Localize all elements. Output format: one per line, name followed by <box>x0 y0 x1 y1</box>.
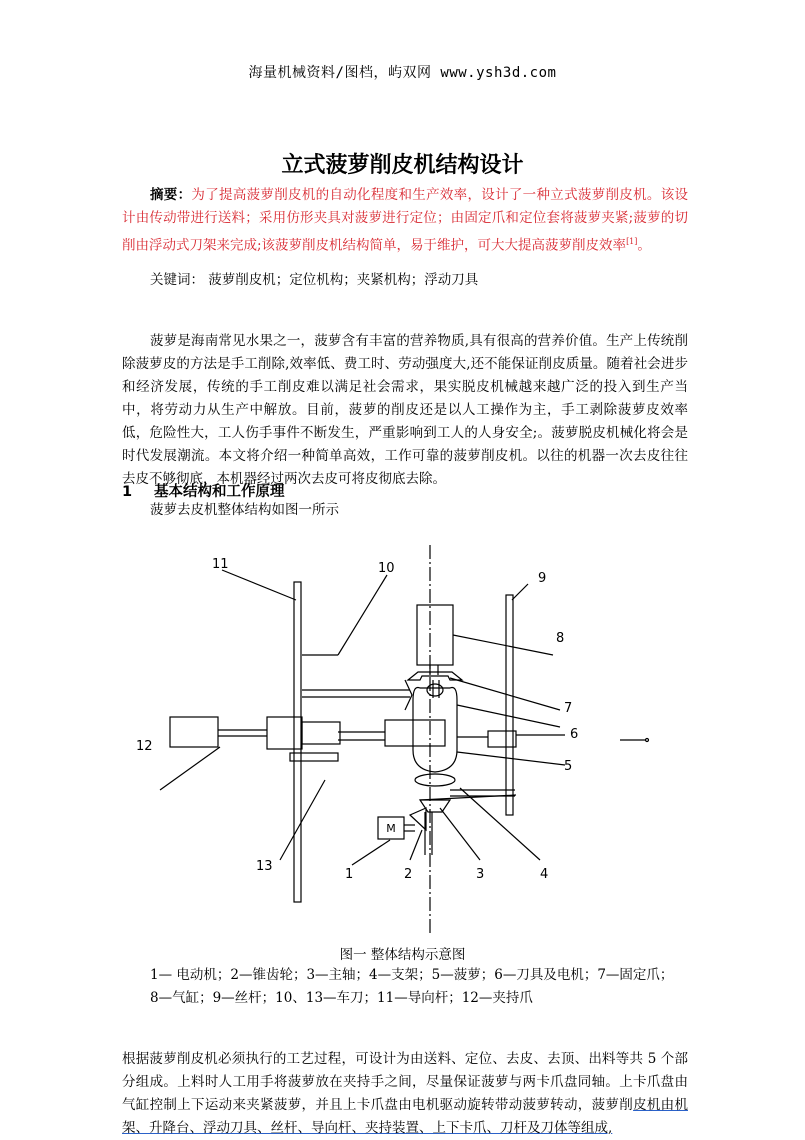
bottom-text-underlined: 皮机由机架、升降台、浮动刀具、丝杆、导向杆、夹持装置、上下卡爪、刀杆及刀体等组成, <box>122 1097 688 1136</box>
part-label-3: 3 <box>476 867 485 882</box>
guide-rod <box>294 582 301 902</box>
part-label-9: 9 <box>538 571 547 586</box>
keywords: 关键词： 菠萝削皮机；定位机构；夹紧机构；浮动刀具 <box>150 272 479 288</box>
abstract-label: 摘要： <box>150 187 192 203</box>
section-heading <box>122 480 285 501</box>
part-label-13: 13 <box>256 859 273 874</box>
clamp-head <box>385 720 445 746</box>
clamp-carriage <box>267 717 302 749</box>
pineapple <box>413 688 457 773</box>
abstract-text: 为了提高菠萝削皮机的自动化程度和生产效率，设计了一种立式菠萝削皮机。该设计由传动带进行送料；采用仿形夹具对菠萝进行定位；由固定爪和定位套将菠萝夹紧;菠萝的切削由浮动式刀架来完成;该菠萝削皮机结构简单，易于维护，可大大提高菠萝削皮效率 <box>122 187 689 254</box>
legend-line-2: 8—气缸；9—丝杆；10、13—车刀；11—导向杆；12—夹持爪 <box>150 990 533 1006</box>
paper-title: 立式菠萝削皮机结构设计 <box>281 153 524 178</box>
part-label-12: 12 <box>136 739 153 754</box>
abstract-end: 。 <box>637 237 651 254</box>
part-label-4: 4 <box>540 867 549 882</box>
structure-diagram <box>120 540 680 940</box>
clamp-jaw <box>170 717 218 747</box>
part-label-10: 10 <box>378 561 395 576</box>
part-label-8: 8 <box>556 631 565 646</box>
intro-paragraph: 菠萝是海南常见水果之一，菠萝含有丰富的营养物质,具有很高的营养价值。生产上传统削除菠萝皮的方法是手工削除,效率低、费工时、劳动强度大,还不能保证削皮质量。随着社会进步和经济发展，传统的手工削皮难以满足社会需求，果实脱皮机械越来越广泛的投入到生产当中，将劳动力从生产中解放。目前，菠萝的削皮还是以人工操作为主，手工剥除菠萝皮效率低，危险性大，工人伤手事件不断发生，严重影响到工人的人身安全;。菠萝脱皮机械化将会是时代发展潮流。本文将介绍一种简单高效，工作可靠的菠萝削皮机。以往的机器一次去皮往往去皮不够彻底，本机器经过两次去皮可将皮彻底去除。 <box>122 333 688 487</box>
legend-line-1: 1— 电动机；2—锥齿轮；3—主轴；4—支架；5—菠萝；6—刀具及电机；7—固定爪； <box>150 967 674 983</box>
abstract-ref: [1] <box>626 237 638 246</box>
motor-label: M <box>386 822 396 835</box>
page-header: 海量机械资料/图档，屿双网 www.ysh3d.com <box>248 65 557 81</box>
bevel-gear <box>420 800 450 812</box>
figure-legend <box>150 964 695 1010</box>
part-label-6: 6 <box>570 727 579 742</box>
figure-intro: 菠萝去皮机整体结构如图一所示 <box>150 502 339 518</box>
lead-screw <box>506 595 513 815</box>
section-number: 1 <box>122 484 133 500</box>
cutter-motor <box>488 731 516 747</box>
part-label-7: 7 <box>564 701 573 716</box>
part-label-11: 11 <box>212 557 229 572</box>
section-title: 基本结构和工作原理 <box>154 484 285 500</box>
part-label-2: 2 <box>404 867 413 882</box>
cylinder <box>417 605 453 665</box>
bottom-paragraph <box>122 1048 688 1140</box>
figure-caption: 图一 整体结构示意图 <box>339 947 466 963</box>
part-label-1: 1 <box>345 867 354 882</box>
abstract <box>122 184 688 258</box>
part-label-5: 5 <box>564 759 573 774</box>
bottom-text-plain: 根据菠萝削皮机必须执行的工艺过程，可设计为由送料、定位、去皮、去顶、出料等共 5 个部分组成。上料时人工用手将菠萝放在夹持手之间，尽量保证菠萝与两卡爪盘同轴。上卡爪盘由气缸控制上下运动来夹紧菠萝，并且上卡爪盘由电机驱动旋转带动菠萝转动，菠萝削 <box>122 1051 688 1113</box>
